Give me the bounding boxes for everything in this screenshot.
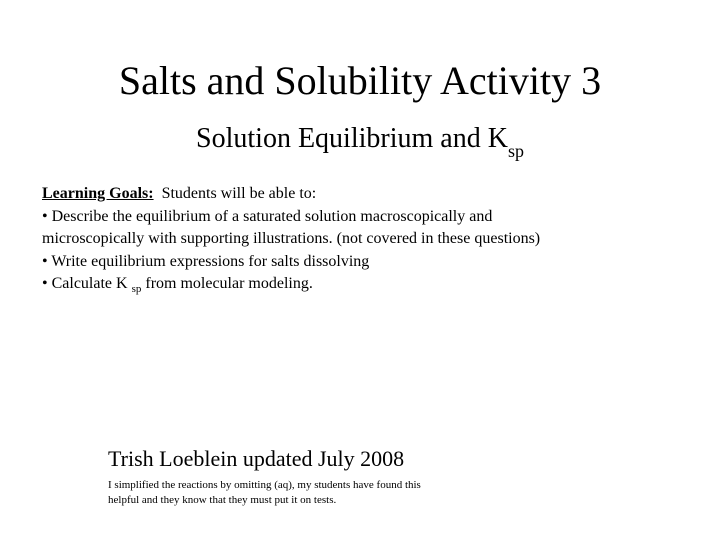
goal-3-subscript: sp bbox=[131, 283, 142, 295]
learning-goals bbox=[42, 183, 682, 296]
learning-goals-label: Learning Goals: bbox=[42, 185, 154, 202]
goal-2: • Write equilibrium expressions for salts dissolving bbox=[42, 252, 370, 270]
learning-goals-heading bbox=[42, 183, 682, 206]
goal-3 bbox=[42, 273, 682, 296]
footnote-line-1: I simplified the reactions by omitting (aq), my students have found this bbox=[108, 479, 421, 491]
learning-goals-intro: Students will be able to: bbox=[161, 185, 317, 202]
author-line: Trish Loeblein updated July 2008 bbox=[108, 446, 405, 471]
subtitle-subscript: sp bbox=[507, 141, 524, 161]
goal-1-line-2: microscopically with supporting illustrations. (not covered in these questions) bbox=[42, 230, 541, 247]
slide-title: Salts and Solubility Activity 3 bbox=[118, 58, 602, 103]
footnote bbox=[108, 478, 468, 508]
slide-subtitle bbox=[0, 121, 720, 159]
goal-3-suffix: from molecular modeling. bbox=[145, 275, 313, 292]
goal-3-prefix: • Calculate K bbox=[42, 275, 128, 292]
footnote-line-2: helpful and they know that they must put it on tests. bbox=[108, 494, 337, 506]
subtitle-text: Solution Equilibrium and K bbox=[196, 123, 508, 154]
goal-1-line-1: • Describe the equilibrium of a saturated solution macroscopically and bbox=[42, 207, 493, 225]
